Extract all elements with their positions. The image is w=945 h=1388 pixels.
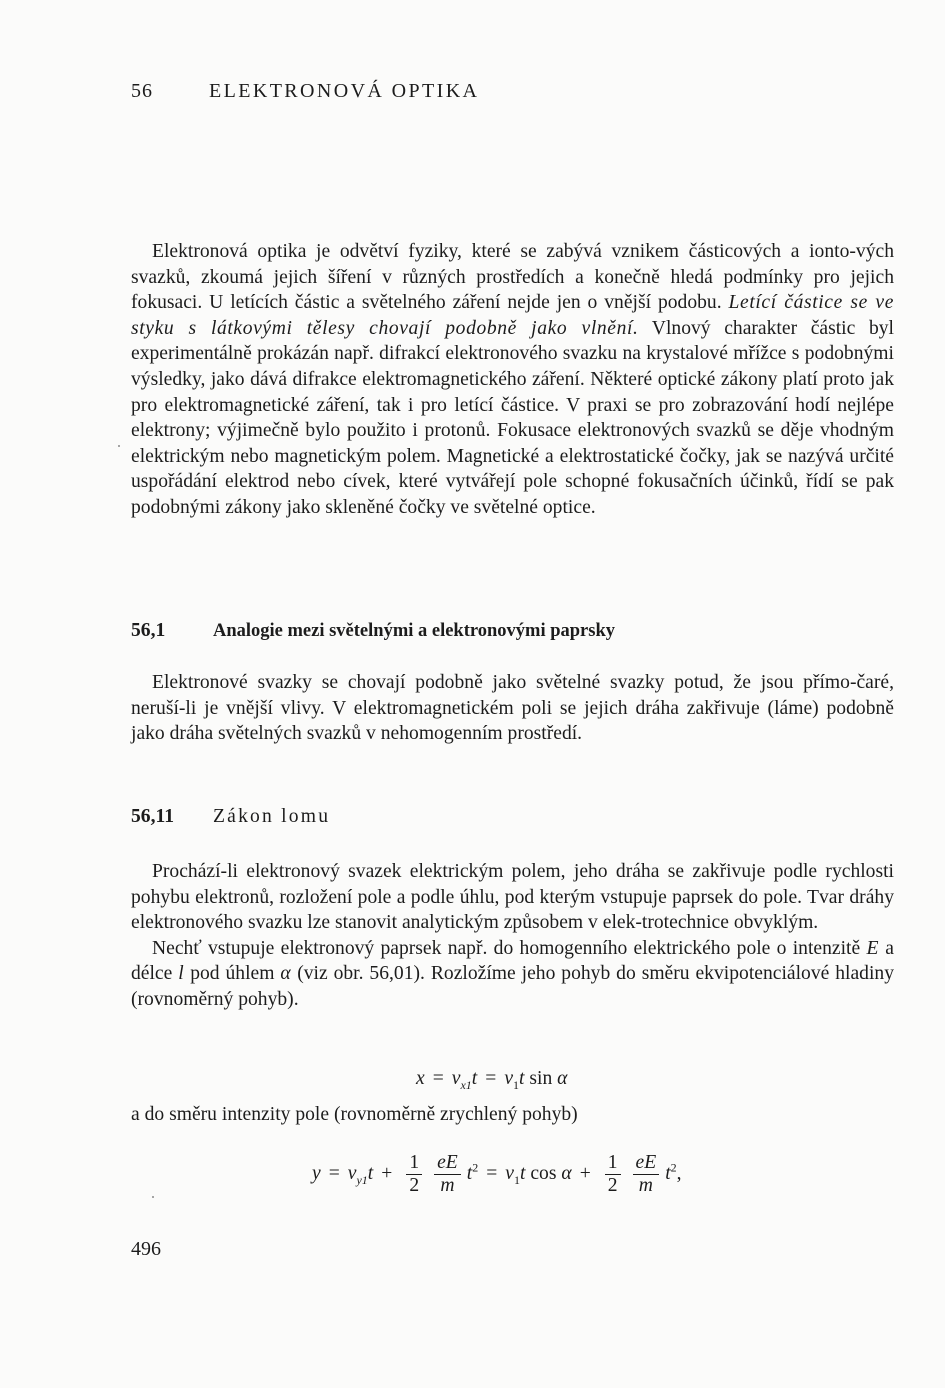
superscript: 2 <box>472 1160 479 1175</box>
var-v: v <box>504 1068 514 1089</box>
symbol-alpha: α <box>280 963 292 985</box>
plus-sign: + <box>579 1163 591 1184</box>
numerator: eE <box>437 1152 458 1173</box>
intro-italic-statement: Letící částice se ve styku s látkovými tělesy chovají podobně jako vlnění. <box>131 292 894 339</box>
intro-text-b: Vlnový charakter částic byl experimentálně prokázán např. difrakcí elektronového svazku na krystalové mřížce s podobnými výsledky, jako dává difrakce elektromagnetického záření. Některé optické zákony platí proto jak pro elektromagnetické záření, tak i pro letící částice. V praxi se pro zobrazování hodí nejlépe elektrony; výjimečně bylo použito i protonů. Fokusace elektronových svazků se děje vhodným elektrickým nebo magnetickým polem. Magnetické a elektrostatické čočky, jak se nazývá určité uspořádání elektrod nebo cívek, které vytvářejí pole schopné fokusačních účinků, řídí se pak podobnými zákony jako skleněné čočky ve světelné optice. <box>131 317 894 518</box>
subscript: 1 <box>513 1077 520 1092</box>
paragraph: a do směru intenzity pole (rovnoměrně zrychlený pohyb) <box>131 1104 578 1125</box>
section-56-11-body <box>131 859 894 1013</box>
var-t: t <box>519 1068 525 1089</box>
var-v: v <box>505 1163 514 1184</box>
denominator: m <box>440 1175 455 1196</box>
text-run: (viz obr. 56,01). Rozložíme jeho pohyb do směru ekvipotenciálové hladiny (rovnoměrný pohyb). <box>131 963 895 1010</box>
text-run: a délce <box>131 937 894 985</box>
var-y: y <box>312 1163 321 1184</box>
section-56-11-paragraph-1: Prochází-li elektronový svazek elektrickým polem, jeho dráha se zakřivuje podle rychlosti pohybu elektronů, rozložení pole a podle úhlu, pod kterým vstupuje paprsek do pole. Tvar dráhy elektronového svazku lze stanovit analytickým způsobem v elek-trotechnice obvyklým. <box>131 861 894 934</box>
subscript: 1 <box>514 1172 520 1187</box>
var-x: x <box>416 1068 425 1089</box>
scan-speck <box>152 1196 154 1198</box>
comma: , <box>676 1163 682 1184</box>
chapter-number: 56 <box>131 80 153 102</box>
equals-sign: = <box>328 1163 340 1184</box>
section-number: 56,11 <box>131 806 175 827</box>
equals-sign: = <box>432 1068 444 1089</box>
scan-speck <box>118 445 120 447</box>
subscript: y1 <box>356 1172 368 1187</box>
text-run: Nechť vstupuje elektronový paprsek např. do homogenního elektrického pole o intenzitě <box>152 937 867 959</box>
fraction-one-half <box>605 1152 621 1197</box>
section-heading-56-1 <box>131 620 615 642</box>
fraction-eE-over-m <box>434 1152 461 1197</box>
text-before-equation-y <box>131 1102 894 1128</box>
section-title: Zákon lomu <box>213 806 331 827</box>
numerator: 1 <box>409 1152 420 1173</box>
subscript: x1 <box>460 1077 472 1092</box>
equation-x <box>416 1068 567 1093</box>
running-head <box>131 80 479 103</box>
page-folio: 496 <box>131 1238 161 1260</box>
chapter-title: ELEKTRONOVÁ OPTIKA <box>209 80 480 102</box>
intro-paragraph <box>131 239 894 521</box>
fraction-eE-over-m <box>633 1152 660 1197</box>
equation-y <box>312 1152 682 1208</box>
var-t: t <box>520 1163 526 1184</box>
numerator: 1 <box>607 1152 618 1173</box>
symbol-l: l <box>178 963 185 985</box>
denominator: 2 <box>607 1175 618 1196</box>
text-run: pod úhlem <box>184 963 281 985</box>
section-56-11-paragraph-2 <box>131 936 894 1013</box>
equals-sign: = <box>486 1163 498 1184</box>
superscript: 2 <box>670 1160 677 1175</box>
fraction-one-half <box>406 1152 422 1197</box>
denominator: m <box>638 1175 653 1196</box>
equals-sign: = <box>485 1068 497 1089</box>
section-heading-56-11 <box>131 806 330 828</box>
intro-text-a: Elektronová optika je odvětví fyziky, které se zabývá vznikem částicových a ionto-vých svazků, zkoumá jejich šíření v různých prostředích a konečně hledá podmínky pro jejich fokusaci. U letících částic a světelného záření nejde jen o vnější podobu. <box>131 241 894 314</box>
section-title: Analogie mezi světelnými a elektronovými paprsky <box>213 621 616 641</box>
func-sin: sin <box>529 1068 553 1089</box>
var-t: t <box>471 1068 478 1089</box>
plus-sign: + <box>381 1163 393 1184</box>
var-t: t <box>466 1163 473 1184</box>
section-number: 56,1 <box>131 620 166 641</box>
func-cos: cos <box>530 1163 557 1184</box>
numerator: eE <box>635 1152 657 1173</box>
var-alpha: α <box>561 1163 572 1184</box>
var-t: t <box>367 1163 374 1184</box>
var-t: t <box>665 1163 671 1184</box>
var-alpha: α <box>557 1068 568 1089</box>
var-v: v <box>451 1068 461 1089</box>
var-v: v <box>347 1163 357 1184</box>
symbol-E: E <box>866 937 880 959</box>
section-56-1-body <box>131 670 894 747</box>
section-56-1-paragraph: Elektronové svazky se chovají podobně jako světelné svazky potud, že jsou přímo-čaré, neruší-li je vnější vlivy. V elektromagnetickém poli se jejich dráha zakřivuje (láme) podobně jako dráha světelných svazků v nehomogenním prostředí. <box>131 672 894 745</box>
denominator: 2 <box>409 1175 420 1196</box>
